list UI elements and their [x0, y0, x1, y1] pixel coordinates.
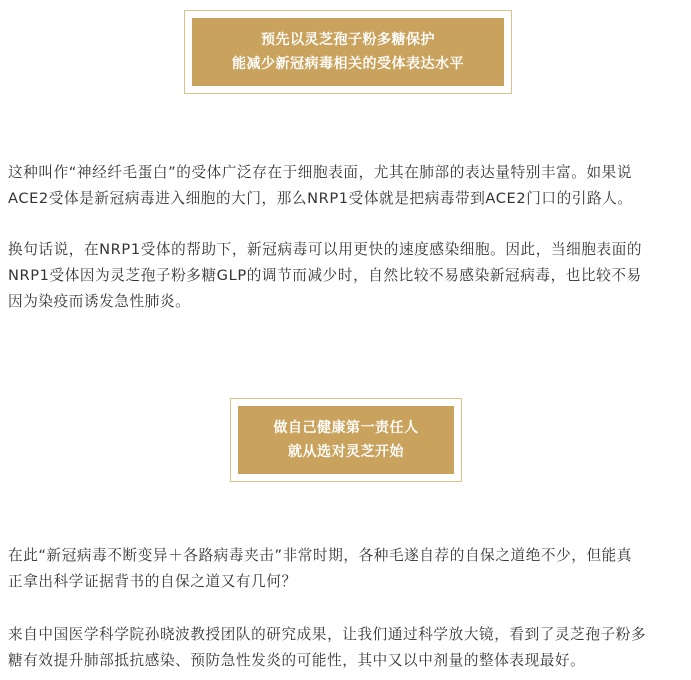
paragraph-research-results [8, 622, 688, 674]
paragraph-infection-speed [8, 237, 688, 315]
paragraph-line: 来自中国医学科学院孙晓波教授团队的研究成果，让我们通过科学放大镜，看到了灵芝孢子粉多 [8, 626, 647, 643]
paragraph-line: 换句话说，在NRP1受体的帮助下，新冠病毒可以用更快的速度感染细胞。因此，当细胞表面的 [8, 241, 643, 258]
paragraph-line: NRP1受体因为灵芝孢子粉多糖GLP的调节而减少时，自然比较不易感染新冠病毒，也比较不易 [8, 267, 642, 284]
section-heading-banner [238, 406, 454, 474]
section-heading-line: 就从选对灵芝开始 [288, 444, 404, 460]
section-heading-health-responsibility [230, 398, 462, 482]
section-heading-banner [192, 18, 504, 86]
paragraph-line: 糖有效提升肺部抵抗感染、预防急性发炎的可能性，其中又以中剂量的整体表现最好。 [8, 652, 586, 669]
section-heading-line: 预先以灵芝孢子粉多糖保护 [261, 32, 435, 48]
paragraph-nrp1-receptor [8, 160, 688, 212]
paragraph-line: ACE2受体是新冠病毒进入细胞的大门，那么NRP1受体就是把病毒带到ACE2门口的引路人。 [8, 190, 633, 207]
paragraph-line: 因为染疫而诱发急性肺炎。 [8, 293, 191, 310]
paragraph-line: 在此“新冠病毒不断变异＋各路病毒夹击”非常时期，各种毛遂自荐的自保之道绝不少，但能真 [8, 547, 633, 564]
paragraph-line: 正拿出科学证据背书的自保之道又有几何？ [8, 573, 297, 590]
section-heading-line: 做自己健康第一责任人 [273, 420, 419, 436]
section-heading-line: 能减少新冠病毒相关的受体表达水平 [232, 56, 464, 72]
paragraph-line: 这种叫作“神经纤毛蛋白”的受体广泛存在于细胞表面，尤其在肺部的表达量特别丰富。如果说 [8, 164, 633, 181]
section-heading-glp-protection [184, 10, 512, 94]
paragraph-self-protection [8, 543, 688, 595]
